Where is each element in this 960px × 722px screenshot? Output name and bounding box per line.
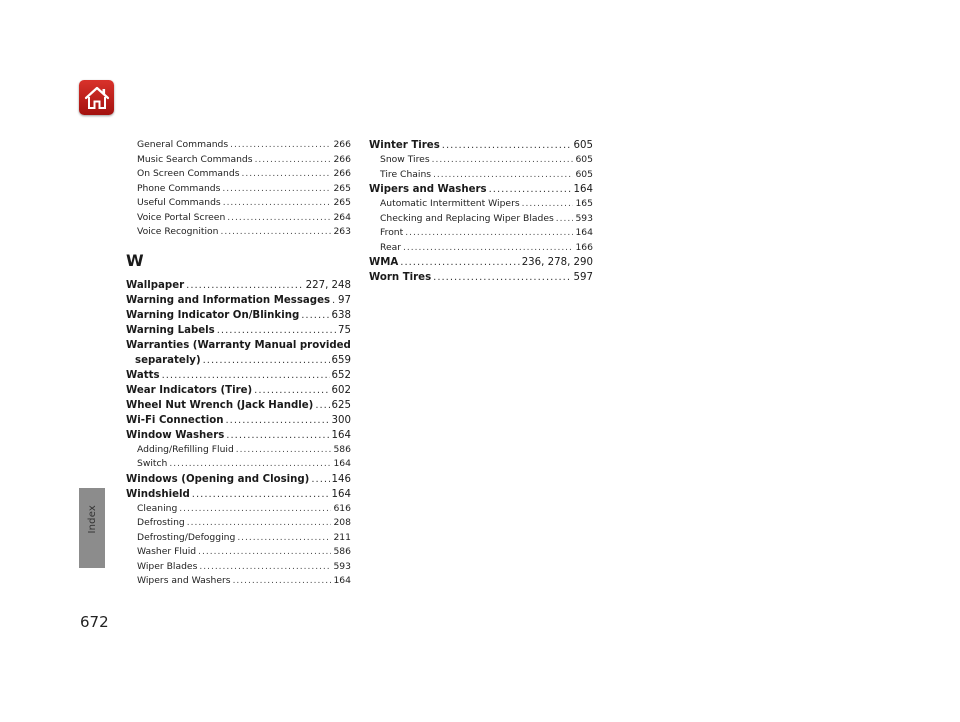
index-subentry[interactable] xyxy=(126,211,351,226)
entry-page: 208 xyxy=(333,517,351,528)
leader-dots xyxy=(198,545,331,560)
entry-page: 586 xyxy=(333,443,351,455)
leader-dots xyxy=(311,472,329,487)
leader-dots xyxy=(236,443,332,458)
index-subentry[interactable] xyxy=(126,560,351,575)
entry-page: 164 xyxy=(575,227,593,238)
leader-dots xyxy=(400,255,519,270)
entry-page: 211 xyxy=(333,531,351,543)
index-subentry[interactable] xyxy=(369,226,593,241)
entry-page: 164 xyxy=(333,458,351,469)
leader-dots xyxy=(301,308,329,323)
index-entry[interactable] xyxy=(126,308,351,323)
entry-page: 97 xyxy=(338,294,351,306)
entry-page: 605 xyxy=(575,154,593,165)
entry-page: 264 xyxy=(333,211,351,223)
index-subentry[interactable] xyxy=(126,516,351,531)
index-subentry[interactable] xyxy=(126,182,351,197)
index-subentry[interactable] xyxy=(126,167,351,182)
leader-dots xyxy=(220,225,331,240)
leader-dots xyxy=(433,168,573,183)
index-entry[interactable] xyxy=(126,487,351,502)
entry-page: 586 xyxy=(333,546,351,557)
leader-dots xyxy=(187,516,332,531)
index-column-left xyxy=(126,138,351,589)
index-subentry[interactable] xyxy=(369,168,593,183)
entry-text: Automatic Intermittent Wipers xyxy=(380,198,520,209)
index-entry[interactable] xyxy=(369,138,593,153)
entry-page: 652 xyxy=(331,369,351,381)
entry-page: 266 xyxy=(333,168,351,179)
entry-text: Voice Portal Screen xyxy=(137,211,226,223)
entry-page: 593 xyxy=(575,212,593,224)
entry-text: Worn Tires xyxy=(369,272,432,283)
entry-text: Wipers and Washers xyxy=(369,184,487,195)
entry-text: Washer Fluid xyxy=(137,546,197,557)
entry-text: Music Search Commands xyxy=(137,153,253,165)
entry-text: Adding/Refilling Fluid xyxy=(137,443,234,455)
leader-dots xyxy=(203,353,330,368)
leader-dots xyxy=(226,428,329,443)
entry-text: Windshield xyxy=(126,488,190,500)
entry-page: 165 xyxy=(575,198,593,209)
entry-page: 625 xyxy=(331,399,351,411)
entry-text: separately) xyxy=(135,354,201,366)
index-subentry[interactable] xyxy=(126,138,351,153)
leader-dots xyxy=(227,211,331,226)
entry-text: Windows (Opening and Closing) xyxy=(126,473,310,485)
entry-text: Wear Indicators (Tire) xyxy=(126,384,253,396)
leader-dots xyxy=(230,138,331,153)
entry-page: 266 xyxy=(333,139,351,150)
entry-page: 164 xyxy=(333,575,351,586)
leader-dots xyxy=(403,241,573,256)
leader-dots xyxy=(217,323,336,338)
leader-dots xyxy=(405,226,573,241)
entry-text: Rear xyxy=(380,241,402,253)
index-entry[interactable] xyxy=(369,255,593,270)
index-subentry[interactable] xyxy=(369,241,593,256)
leader-dots xyxy=(433,270,571,285)
leader-dots xyxy=(226,413,330,428)
entry-page: 638 xyxy=(331,309,351,321)
leader-dots xyxy=(489,182,572,197)
leader-dots xyxy=(332,293,336,308)
leader-dots xyxy=(222,182,331,197)
page-number: 672 xyxy=(80,613,109,631)
entry-page: 166 xyxy=(575,241,593,253)
entry-text: Wipers and Washers xyxy=(137,575,231,586)
entry-page: 263 xyxy=(333,226,351,237)
leader-dots xyxy=(255,153,332,168)
home-icon xyxy=(84,86,110,110)
entry-text: Voice Recognition xyxy=(137,226,219,237)
entry-text: Wallpaper xyxy=(126,279,185,291)
entry-page: 265 xyxy=(333,182,351,194)
index-side-label: Index xyxy=(87,505,98,534)
entry-text: Phone Commands xyxy=(137,182,221,194)
entry-text: Window Washers xyxy=(126,429,225,441)
index-entry[interactable] xyxy=(126,428,351,443)
entry-page: 605 xyxy=(573,140,593,151)
home-button[interactable] xyxy=(79,80,114,115)
entry-page: 597 xyxy=(573,272,593,283)
index-entry[interactable] xyxy=(126,323,351,338)
index-subentry[interactable] xyxy=(126,225,351,240)
leader-dots xyxy=(442,138,572,153)
index-subentry[interactable] xyxy=(126,545,351,560)
entry-text: Cleaning xyxy=(137,502,178,514)
index-entry[interactable] xyxy=(126,413,351,428)
entry-text: Wi-Fi Connection xyxy=(126,414,224,426)
entry-page: 236, 278, 290 xyxy=(521,257,593,268)
index-entry[interactable] xyxy=(369,182,593,197)
entry-text: Defrosting xyxy=(137,517,185,528)
entry-page: 266 xyxy=(333,153,351,165)
index-subentry[interactable] xyxy=(369,153,593,168)
leader-dots xyxy=(315,398,329,413)
entry-text: Front xyxy=(380,227,404,238)
entry-page: 605 xyxy=(575,168,593,180)
entry-page: 164 xyxy=(331,429,351,441)
leader-dots xyxy=(162,368,330,383)
leader-dots xyxy=(179,502,331,517)
leader-dots xyxy=(254,383,329,398)
entry-text: Watts xyxy=(126,369,160,381)
section-letter: W xyxy=(126,250,144,270)
leader-dots xyxy=(556,212,574,227)
index-subentry[interactable] xyxy=(126,502,351,517)
entry-page: 659 xyxy=(331,354,351,366)
entry-text: Checking and Replacing Wiper Blades xyxy=(380,212,554,224)
leader-dots xyxy=(237,531,331,546)
entry-text: Tire Chains xyxy=(380,168,432,180)
leader-dots xyxy=(233,574,332,589)
index-entry[interactable] xyxy=(369,270,593,285)
index-entry[interactable] xyxy=(126,383,351,398)
warranty-entry-line2[interactable] xyxy=(126,353,351,368)
entry-text: Warning Indicator On/Blinking xyxy=(126,309,300,321)
entry-text: Winter Tires xyxy=(369,140,440,151)
entry-text: General Commands xyxy=(137,139,229,150)
entry-page: 602 xyxy=(331,384,351,396)
index-subentry[interactable] xyxy=(369,197,593,212)
entry-page: 300 xyxy=(331,414,351,426)
index-column-right xyxy=(369,138,593,285)
entry-text: Snow Tires xyxy=(380,154,430,165)
index-entry[interactable] xyxy=(126,293,351,308)
leader-dots xyxy=(242,167,332,182)
leader-dots xyxy=(186,278,303,293)
leader-dots xyxy=(522,197,574,212)
index-subentry[interactable] xyxy=(126,153,351,168)
leader-dots xyxy=(192,487,330,502)
entry-page: 164 xyxy=(331,488,351,500)
leader-dots xyxy=(432,153,574,168)
entry-text: On Screen Commands xyxy=(137,168,240,179)
entry-page: 146 xyxy=(331,473,351,485)
entry-page: 227, 248 xyxy=(305,279,351,291)
index-subentry[interactable] xyxy=(126,443,351,458)
leader-dots xyxy=(169,457,331,472)
entry-text: Warning Labels xyxy=(126,324,215,336)
entry-page: 75 xyxy=(338,324,351,336)
entry-text: Warning and Information Messages xyxy=(126,294,331,306)
index-subentry[interactable] xyxy=(126,196,351,211)
index-entry[interactable] xyxy=(126,472,351,487)
index-subentry[interactable] xyxy=(126,457,351,472)
entry-text: WMA xyxy=(369,257,399,268)
index-subentry[interactable] xyxy=(369,212,593,227)
warranty-entry-line1[interactable]: Warranties (Warranty Manual provided xyxy=(126,339,351,351)
entry-text: Wheel Nut Wrench (Jack Handle) xyxy=(126,399,314,411)
entry-page: 164 xyxy=(573,184,593,195)
index-entry[interactable] xyxy=(126,368,351,383)
leader-dots xyxy=(223,196,332,211)
entry-text: Useful Commands xyxy=(137,197,221,208)
index-subentry[interactable] xyxy=(126,574,351,589)
entry-page: 593 xyxy=(333,560,351,572)
leader-dots xyxy=(199,560,331,575)
entry-page: 616 xyxy=(333,502,351,514)
entry-text: Defrosting/Defogging xyxy=(137,531,236,543)
entry-page: 265 xyxy=(333,197,351,208)
index-entry[interactable] xyxy=(126,278,351,293)
entry-text: Wiper Blades xyxy=(137,560,198,572)
entry-text: Switch xyxy=(137,458,168,469)
index-subentry[interactable] xyxy=(126,531,351,546)
index-entry[interactable] xyxy=(126,398,351,413)
